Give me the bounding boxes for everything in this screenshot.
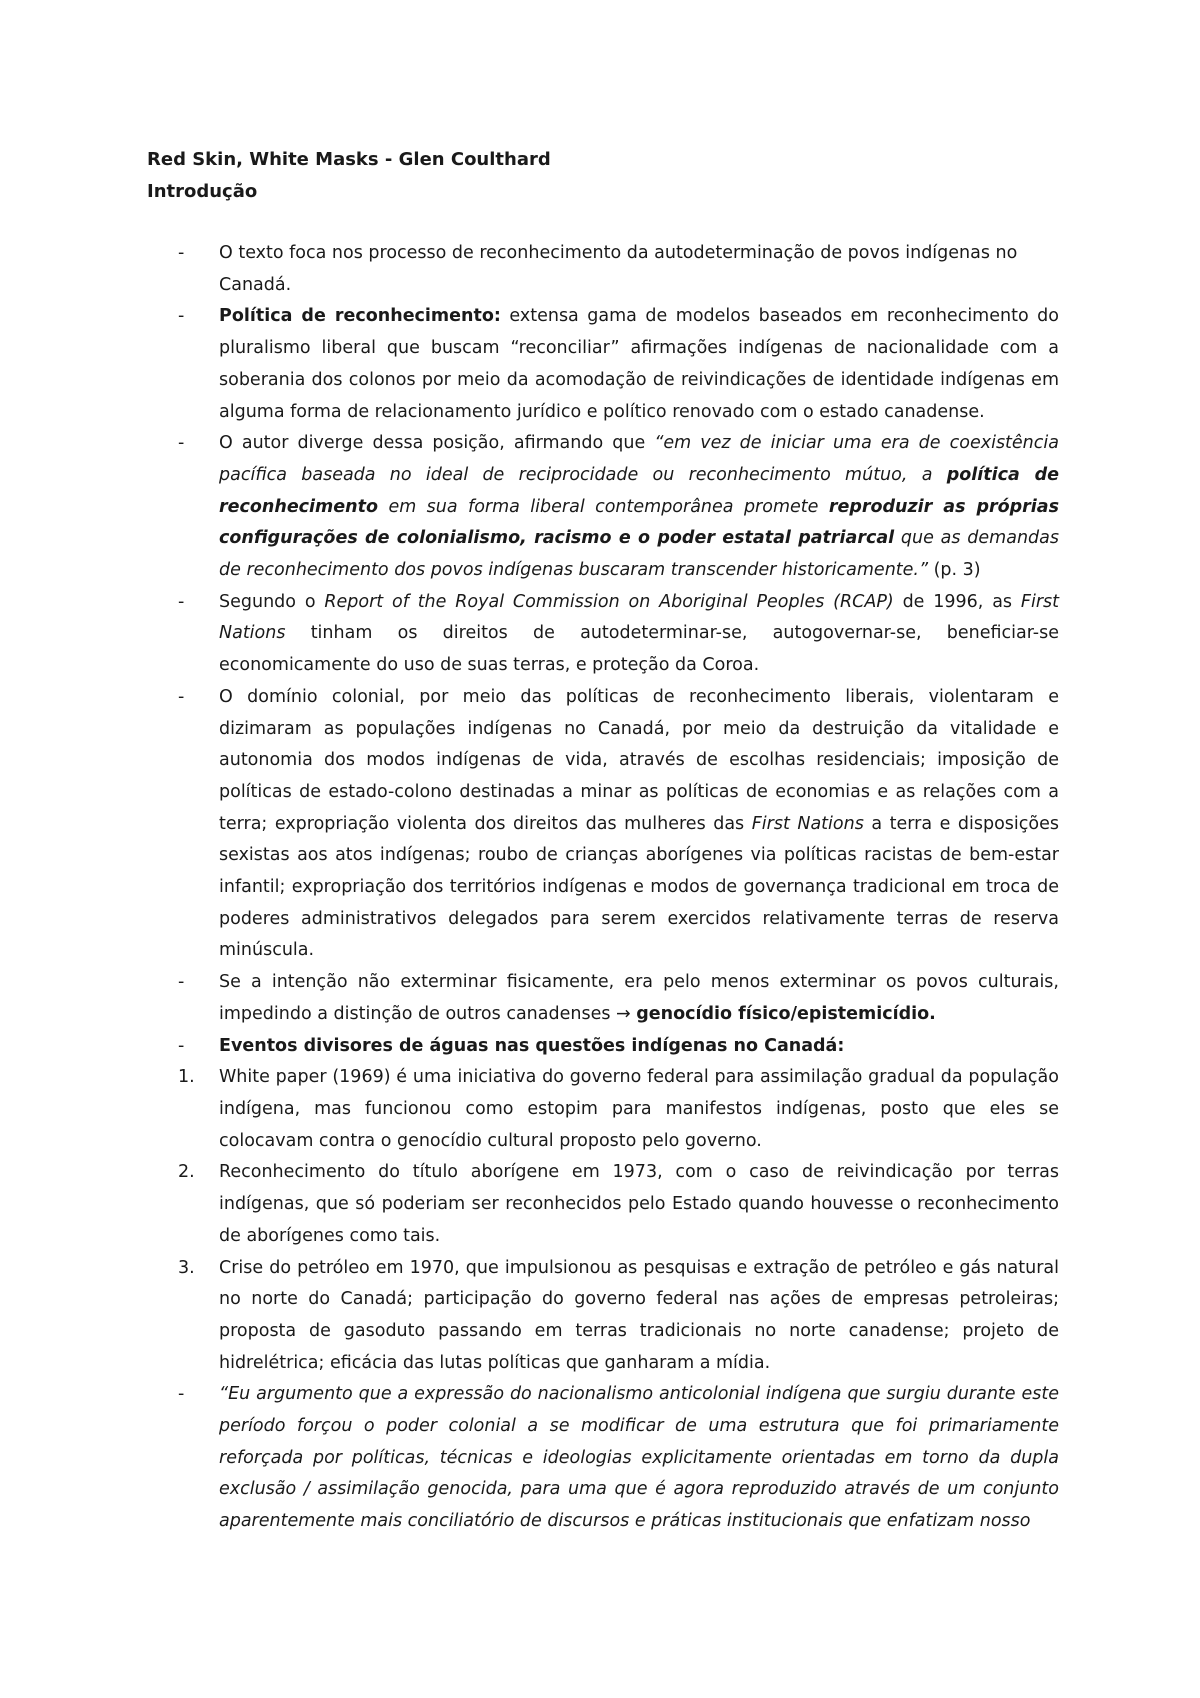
text-run: Eventos divisores de águas nas questões indígenas no Canadá: xyxy=(219,1035,845,1056)
text-run: First Nations xyxy=(219,591,1059,644)
list-marker: - xyxy=(178,1384,185,1405)
text-run: “em vez de iniciar uma era de coexistência pacífica baseada no ideal de reciprocidade ou reconhecimento mútuo, a xyxy=(219,433,1059,485)
text-run: genocídio físico/epistemicídio. xyxy=(636,1003,936,1024)
list-marker: - xyxy=(178,591,185,612)
list-item-text xyxy=(219,1031,1059,1063)
list-item-text xyxy=(219,1062,1059,1157)
list-item xyxy=(0,428,1059,587)
list-item-text xyxy=(219,238,1059,301)
list-marker: 1. xyxy=(178,1067,195,1088)
list-marker: - xyxy=(178,1035,185,1056)
list-item-text xyxy=(219,967,1059,1030)
text-run: O domínio colonial, por meio das políticas de reconhecimento liberais, violentaram e dizimaram as populações indígenas no Canadá, por meio da destruição da vitalidade e autonomia dos modos indígenas de vida, através de escolhas residenciais; imposição de políticas de estado-colono destinadas a minar as políticas de economias e as relações com a terra; expropriação violenta dos direitos das mulheres das xyxy=(219,686,1059,834)
text-run: em sua forma liberal contemporânea promete xyxy=(378,496,829,517)
list-item xyxy=(0,967,1059,1030)
text-run: Reconhecimento do título aborígene em 1973, com o caso de reivindicação por terras indígenas, que só poderiam ser reconhecidos pelo Estado quando houvesse o reconhecimento de aborígenes como tais. xyxy=(219,1162,1059,1246)
list-marker: - xyxy=(178,433,185,454)
list-item xyxy=(0,682,1059,967)
text-run: Report of the Royal Commission on Aboriginal Peoples (RCAP) xyxy=(324,591,894,612)
list-marker: - xyxy=(178,686,185,707)
document-title: Red Skin, White Masks - Glen Coulthard xyxy=(147,149,551,170)
list-item-text xyxy=(219,587,1059,682)
text-run: que as demandas de reconhecimento dos povos indígenas buscaram transcender historicamente.” xyxy=(219,528,1059,581)
text-run: O texto foca nos processo de reconhecimento da autodeterminação de povos indígenas no Canadá. xyxy=(219,243,1018,295)
list-item xyxy=(0,1062,1059,1157)
text-run: política de reconhecimento xyxy=(219,464,1059,517)
list-marker: - xyxy=(178,972,185,993)
list-item xyxy=(0,1379,1059,1538)
section-heading: Introdução xyxy=(147,181,258,202)
list-item-text xyxy=(219,428,1059,587)
list-item xyxy=(0,587,1059,682)
text-run: reproduzir as próprias configurações de colonialismo, racismo e o poder estatal patriarcal xyxy=(219,496,1060,549)
text-run: (p. 3) xyxy=(928,560,981,581)
list-marker: - xyxy=(178,243,185,263)
list-item xyxy=(0,1157,1059,1252)
list-marker: 2. xyxy=(178,1162,195,1183)
text-run: a terra e disposições sexistas aos atos indígenas; roubo de crianças aborígenes via políticas racistas de bem-estar infantil; expropriação dos territórios indígenas e modos de governança tradicional em troca de poderes administrativos delegados para serem exercidos relativamente terras de reserva minúscula. xyxy=(219,813,1059,961)
list-item xyxy=(0,301,1059,428)
list-item-text xyxy=(219,1157,1059,1252)
list-item-text xyxy=(219,1379,1059,1538)
text-run: extensa gama de modelos baseados em reconhecimento do pluralismo liberal que buscam “reconciliar” afirmações indígenas de nacionalidade com a soberania dos colonos por meio da acomodação de reivindicações de identidade indígenas em alguma forma de relacionamento jurídico e político renovado com o estado canadense. xyxy=(219,306,1059,422)
list-item xyxy=(0,1253,1059,1380)
text-run: “Eu argumento que a expressão do nacionalismo anticolonial indígena que surgiu durante este período forçou o poder colonial a se modificar de uma estrutura que foi primariamente reforçada por políticas, técnicas e ideologias explicitamente orientadas em torno da dupla exclusão / assimilação genocida, para uma que é agora reproduzido através de um conjunto aparentemente mais conciliatório de discursos e práticas institucionais que enfatizam nosso xyxy=(219,1384,1059,1532)
list-item xyxy=(0,238,1059,301)
list-item-text xyxy=(219,682,1059,967)
text-run: O autor diverge dessa posição, afirmando que xyxy=(219,433,655,454)
list-marker: - xyxy=(178,306,185,327)
bullet-list xyxy=(0,238,1200,1538)
list-item-text xyxy=(219,1253,1059,1380)
list-marker: 3. xyxy=(178,1257,195,1278)
text-run: First Nations xyxy=(751,813,864,834)
list-item xyxy=(0,1031,1059,1063)
text-run: Segundo o xyxy=(219,591,325,612)
text-run: Crise do petróleo em 1970, que impulsionou as pesquisas e extração de petróleo e gás natural no norte do Canadá; participação do governo federal nas ações de empresas petroleiras; proposta de gasoduto passando em terras tradicionais no norte canadense; projeto de hidrelétrica; eficácia das lutas políticas que ganharam a mídia. xyxy=(219,1257,1059,1373)
list-item-text xyxy=(219,301,1059,428)
text-run: de 1996, as xyxy=(893,591,1021,612)
text-run: Se a intenção não exterminar fisicamente, era pelo menos exterminar os povos culturais, impedindo a distinção de outros canadenses → xyxy=(219,972,1059,1024)
text-run: White paper (1969) é uma iniciativa do governo federal para assimilação gradual da população indígena, mas funcionou como estopim para manifestos indígenas, posto que eles se colocavam contra o genocídio cultural proposto pelo governo. xyxy=(219,1067,1059,1151)
text-run: Política de reconhecimento: xyxy=(219,306,501,327)
text-run: tinham os direitos de autodeterminar-se, autogovernar-se, beneficiar-se economicamente do uso de suas terras, e proteção da Coroa. xyxy=(219,623,1059,676)
